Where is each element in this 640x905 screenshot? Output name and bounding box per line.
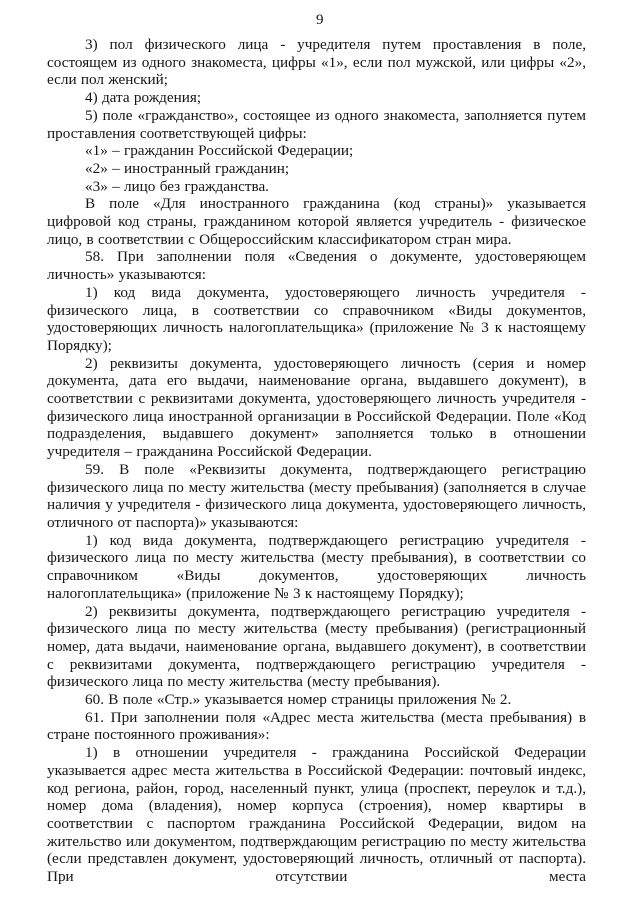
paragraph-clause-60: 60. В поле «Стр.» указывается номер страницы приложения № 2. [85, 691, 512, 709]
paragraph-clause-59-subitem-2: 2) реквизиты документа, подтверждающего регистрацию учредителя - физического лица по месту жительства (месту пребывания) (регистрационный номер, дата выдачи, наименование органа, выдавшего документ), в соответствии с реквизитами документа, подтверждающего регистрацию учредителя - физического лица по месту жительства (месту пребывания). [47, 602, 586, 691]
paragraph-clause-58-subitem-2: 2) реквизиты документа, удостоверяющего личность (серия и номер документа, дата его выдачи, наименование органа, выдавшего документ), в соответствии с реквизитами документа, удостоверяющего личность учредителя - физического лица иностранной организации в Российской Федерации. Поле «Код подразделения, выдавшего документ» заполняется только в отношении учредителя – гражданина Российской Федерации. [47, 354, 586, 461]
document-body [47, 36, 586, 886]
paragraph-subitem-3-gender: 3) пол физического лица - учредителя путем проставления в поле, состоящем из одного знакоместа, цифры «1», если пол мужской, или цифры «2», если пол женский; [47, 36, 586, 89]
paragraph-citizenship-code-1: «1» – гражданин Российской Федерации; [85, 142, 354, 160]
paragraph-clause-58-subitem-1: 1) код вида документа, удостоверяющего личность учредителя - физического лица, в соответствии со справочником «Виды документов, удостоверяющих личность налогоплательщика» (приложение № 3 к настоящему Порядку); [47, 283, 586, 354]
paragraph-subitem-4-birthdate: 4) дата рождения; [85, 89, 202, 107]
paragraph-citizenship-code-3: «3» – лицо без гражданства. [85, 177, 269, 195]
paragraph-clause-61-subitem-1: 1) в отношении учредителя - гражданина Российской Федерации указывается адрес места жительства в Российской Федерации: почтовый индекс, код региона, район, город, населенный пункт, улица (проспект, переулок и т.д.), номер дома (владения), номер корпуса (строения), номер квартиры в соответствии с паспортом гражданина Российской Федерации, видом на жительство или документом, подтверждающим регистрацию по месту жительства (если представлен документ, удостоверяющий личность, отличный от паспорта). При отсутствии места [47, 744, 586, 886]
paragraph-clause-59-subitem-1: 1) код вида документа, подтверждающего регистрацию учредителя - физического лица по месту жительства (месту пребывания), в соответствии со справочником «Виды документов, удостоверяющих личность налогоплательщика» (приложение № 3 к настоящему Порядку); [47, 531, 586, 602]
paragraph-citizenship-code-2: «2» – иностранный гражданин; [85, 159, 290, 177]
paragraph-clause-61: 61. При заполнении поля «Адрес места жительства (места пребывания) в стране постоянного проживания»: [47, 708, 586, 744]
paragraph-clause-58: 58. При заполнении поля «Сведения о документе, удостоверяющем личность» указываются: [47, 248, 586, 284]
paragraph-subitem-5-citizenship: 5) поле «гражданство», состоящее из одного знакоместа, заполняется путем проставления соответствующей цифры: [47, 106, 586, 142]
page-number [0, 0, 640, 29]
paragraph-clause-59: 59. В поле «Реквизиты документа, подтверждающего регистрацию физического лица по месту жительства (месту пребывания) (заполняется в случае наличия у учредителя - физического лица документа, удостоверяющего личность, отличного от паспорта)» указываются: [47, 460, 586, 531]
page-number-value: 9 [316, 12, 324, 28]
paragraph-foreign-country-code: В поле «Для иностранного гражданина (код страны)» указывается цифровой код страны, гражданином которой является учредитель - физическое лицо, в соответствии с Общероссийским классификатором стран мира. [47, 195, 586, 248]
